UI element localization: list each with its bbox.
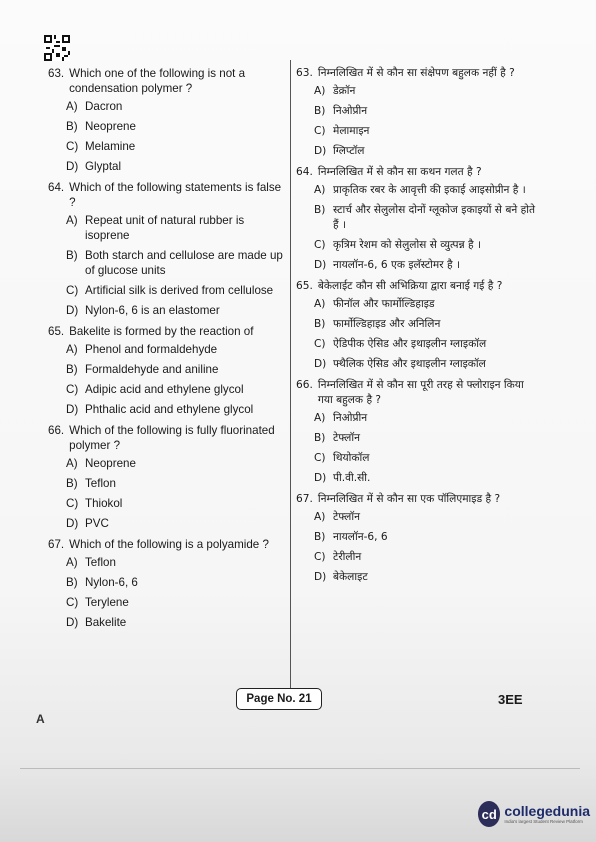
- option-text: कृत्रिम रेशम को सेलुलोस से व्युत्पन्न है ।: [333, 239, 481, 251]
- option-b: [314, 104, 541, 119]
- option-text: निओप्रीन: [333, 105, 368, 117]
- option-label: D): [314, 145, 327, 157]
- question-66: [296, 378, 541, 486]
- option-text: फ्थैलिक ऐसिड और इथाइलीन ग्लाइकॉल: [333, 358, 486, 370]
- question-head: [296, 492, 541, 507]
- option-d: [66, 516, 284, 531]
- question-64: [48, 180, 284, 318]
- option-list: [66, 555, 284, 630]
- option-c: [66, 283, 284, 298]
- option-text: मेलामाइन: [333, 125, 370, 137]
- qr-code-icon: [44, 35, 70, 61]
- option-list: [66, 456, 284, 531]
- question-64: [296, 165, 541, 273]
- logo-badge-icon: cd: [478, 801, 500, 827]
- question-text: निम्नलिखित में से कौन सा पूरी तरह से फ्लोराइन किया गया बहुलक है ?: [317, 379, 524, 406]
- english-column: [48, 66, 284, 636]
- option-label: D): [314, 259, 327, 271]
- option-label: B): [66, 576, 78, 589]
- option-text: Neoprene: [85, 457, 136, 470]
- option-b: [66, 362, 284, 377]
- question-text: Which of the following is fully fluorinated polymer ?: [69, 424, 275, 452]
- question-66: [48, 423, 284, 531]
- question-67: [296, 492, 541, 585]
- logo-text: [504, 804, 590, 825]
- question-63: [296, 66, 541, 159]
- option-d: [314, 471, 541, 486]
- option-b: [66, 575, 284, 590]
- question-head: [48, 423, 284, 453]
- option-label: D): [314, 571, 327, 583]
- option-a: [66, 342, 284, 357]
- option-label: B): [314, 531, 326, 543]
- question-number: 65.: [296, 280, 313, 292]
- option-text: थियोकॉल: [333, 452, 370, 464]
- option-text: टेफ्लॉन: [333, 432, 360, 444]
- hindi-column: [296, 66, 541, 591]
- option-c: [66, 496, 284, 511]
- question-text: Which one of the following is not a condensation polymer ?: [69, 67, 246, 95]
- question-head: [296, 378, 541, 408]
- question-65: [48, 324, 284, 417]
- option-d: [314, 258, 541, 273]
- option-label: D): [314, 358, 327, 370]
- option-a: [66, 555, 284, 570]
- option-label: B): [314, 204, 326, 216]
- question-67: [48, 537, 284, 630]
- option-b: [314, 431, 541, 446]
- question-head: [48, 66, 284, 96]
- question-number: 66.: [48, 424, 65, 437]
- option-text: नायलॉन-6, 6: [333, 531, 388, 543]
- option-label: C): [66, 284, 79, 297]
- option-text: Neoprene: [85, 120, 136, 133]
- question-number: 64.: [48, 181, 65, 194]
- option-c: [314, 124, 541, 139]
- option-label: D): [66, 403, 79, 416]
- option-label: B): [314, 432, 326, 444]
- option-text: Both starch and cellulose are made up of glucose units: [85, 249, 283, 277]
- question-head: [48, 537, 284, 552]
- option-label: C): [66, 596, 79, 609]
- option-d: [66, 402, 284, 417]
- option-a: [314, 510, 541, 525]
- option-text: PVC: [85, 517, 109, 530]
- option-label: B): [66, 120, 78, 133]
- option-text: Adipic acid and ethylene glycol: [85, 383, 244, 396]
- question-number: 66.: [296, 379, 313, 391]
- option-text: Formaldehyde and aniline: [85, 363, 219, 376]
- option-label: A): [314, 184, 326, 196]
- option-a: [66, 99, 284, 114]
- option-a: [314, 297, 541, 312]
- option-text: स्टार्च और सेलुलोस दोनों ग्लूकोज इकाइयों से बने होते हैं ।: [333, 204, 536, 231]
- option-label: C): [314, 551, 326, 563]
- question-head: [296, 279, 541, 294]
- option-d: [66, 615, 284, 630]
- option-text: टेरीलीन: [333, 551, 362, 563]
- option-text: Nylon-6, 6: [85, 576, 138, 589]
- option-text: Melamine: [85, 140, 136, 153]
- question-number: 67.: [48, 538, 65, 551]
- option-text: Bakelite: [85, 616, 127, 629]
- option-a: [314, 411, 541, 426]
- option-label: B): [314, 105, 326, 117]
- option-d: [314, 357, 541, 372]
- question-text: Which of the following is a polyamide ?: [69, 538, 269, 551]
- column-divider: [290, 60, 291, 690]
- option-text: Artificial silk is derived from cellulose: [85, 284, 274, 297]
- option-label: A): [66, 343, 78, 356]
- option-label: A): [314, 298, 326, 310]
- option-a: [66, 456, 284, 471]
- option-label: C): [66, 383, 79, 396]
- option-label: D): [66, 616, 79, 629]
- option-text: Thiokol: [85, 497, 123, 510]
- option-label: A): [66, 457, 78, 470]
- option-label: D): [66, 517, 79, 530]
- option-d: [314, 144, 541, 159]
- question-text: निम्नलिखित में से कौन सा एक पॉलिएमाइड है ?: [317, 493, 501, 505]
- option-text: Repeat unit of natural rubber is isoprene: [85, 214, 245, 242]
- option-text: Nylon-6, 6 is an elastomer: [85, 304, 220, 317]
- option-b: [66, 119, 284, 134]
- option-d: [66, 303, 284, 318]
- question-63: [48, 66, 284, 174]
- option-label: D): [314, 472, 327, 484]
- option-d: [66, 159, 284, 174]
- question-number: 67.: [296, 493, 313, 505]
- option-text: ऐडिपीक ऐसिड और इथाइलीन ग्लाइकॉल: [333, 338, 487, 350]
- page-number: Page No. 21: [236, 688, 322, 710]
- question-text: निम्नलिखित में से कौन सा संक्षेपण बहुलक नहीं है ?: [317, 67, 515, 79]
- question-text: बेकेलाईट कौन सी अभिक्रिया द्वारा बनाई गई है ?: [317, 280, 503, 292]
- paper-code: 3EE: [498, 692, 523, 707]
- option-label: C): [314, 338, 326, 350]
- option-list: [66, 213, 284, 318]
- logo-name: collegedunia: [504, 802, 590, 819]
- option-a: [314, 84, 541, 99]
- option-label: A): [66, 214, 78, 227]
- collegedunia-logo: [478, 795, 590, 833]
- question-number: 63.: [48, 67, 65, 80]
- scan-divider: [20, 768, 580, 769]
- option-c: [66, 139, 284, 154]
- option-text: नायलॉन-6, 6 एक इलॅस्टोमर है ।: [333, 259, 460, 271]
- question-number: 65.: [48, 325, 65, 338]
- option-label: B): [66, 249, 78, 262]
- option-label: C): [66, 140, 79, 153]
- option-text: Terylene: [85, 596, 129, 609]
- option-label: D): [66, 304, 79, 317]
- option-list: [314, 183, 541, 273]
- question-number: 63.: [296, 67, 313, 79]
- option-label: B): [66, 477, 78, 490]
- option-text: फार्मोल्डिहाइड और अनिलिन: [333, 318, 441, 330]
- question-head: [48, 324, 284, 339]
- option-a: [314, 183, 541, 198]
- option-c: [314, 238, 541, 253]
- option-c: [66, 595, 284, 610]
- option-label: C): [66, 497, 79, 510]
- question-text: Bakelite is formed by the reaction of: [69, 325, 254, 338]
- option-label: B): [66, 363, 78, 376]
- option-text: Dacron: [85, 100, 123, 113]
- option-list: [314, 411, 541, 486]
- question-65: [296, 279, 541, 372]
- option-text: टेफ्लॉन: [333, 511, 360, 523]
- question-head: [296, 165, 541, 180]
- option-text: फीनॉल और फार्मोल्डिहाइड: [333, 298, 435, 310]
- option-text: पी.वी.सी.: [333, 472, 371, 484]
- option-b: [66, 476, 284, 491]
- option-list: [66, 99, 284, 174]
- option-a: [66, 213, 284, 243]
- question-head: [296, 66, 541, 81]
- option-d: [314, 570, 541, 585]
- option-label: A): [314, 412, 326, 424]
- logo-tagline: India's largest Student Review Platform: [504, 818, 583, 824]
- option-c: [314, 337, 541, 352]
- question-number: 64.: [296, 166, 313, 178]
- option-text: ग्लिप्टॉल: [333, 145, 365, 157]
- option-b: [314, 530, 541, 545]
- option-b: [314, 203, 541, 233]
- option-text: Teflon: [85, 556, 116, 569]
- option-text: प्राकृतिक रबर के आवृत्ती की इकाई आइसोप्रीन है ।: [333, 184, 526, 196]
- option-c: [314, 451, 541, 466]
- option-list: [314, 510, 541, 585]
- option-c: [314, 550, 541, 565]
- option-text: Teflon: [85, 477, 116, 490]
- option-b: [66, 248, 284, 278]
- option-list: [314, 84, 541, 159]
- option-list: [66, 342, 284, 417]
- option-label: A): [66, 556, 78, 569]
- footer-mark: A: [36, 712, 45, 726]
- option-list: [314, 297, 541, 372]
- option-text: Glyptal: [85, 160, 122, 173]
- question-text: Which of the following statements is false ?: [69, 181, 282, 209]
- question-head: [48, 180, 284, 210]
- option-text: Phthalic acid and ethylene glycol: [85, 403, 254, 416]
- option-b: [314, 317, 541, 332]
- option-text: निओप्रीन: [333, 412, 368, 424]
- question-text: निम्नलिखित में से कौन सा कथन गलत है ?: [317, 166, 482, 178]
- option-label: C): [314, 125, 326, 137]
- option-label: C): [314, 452, 326, 464]
- option-label: B): [314, 318, 326, 330]
- option-text: बेकेलाइट: [333, 571, 368, 583]
- option-text: डेक्रॉन: [333, 85, 356, 97]
- option-label: D): [66, 160, 79, 173]
- option-c: [66, 382, 284, 397]
- option-label: A): [66, 100, 78, 113]
- option-label: A): [314, 85, 326, 97]
- option-text: Phenol and formaldehyde: [85, 343, 218, 356]
- option-label: A): [314, 511, 326, 523]
- option-label: C): [314, 239, 326, 251]
